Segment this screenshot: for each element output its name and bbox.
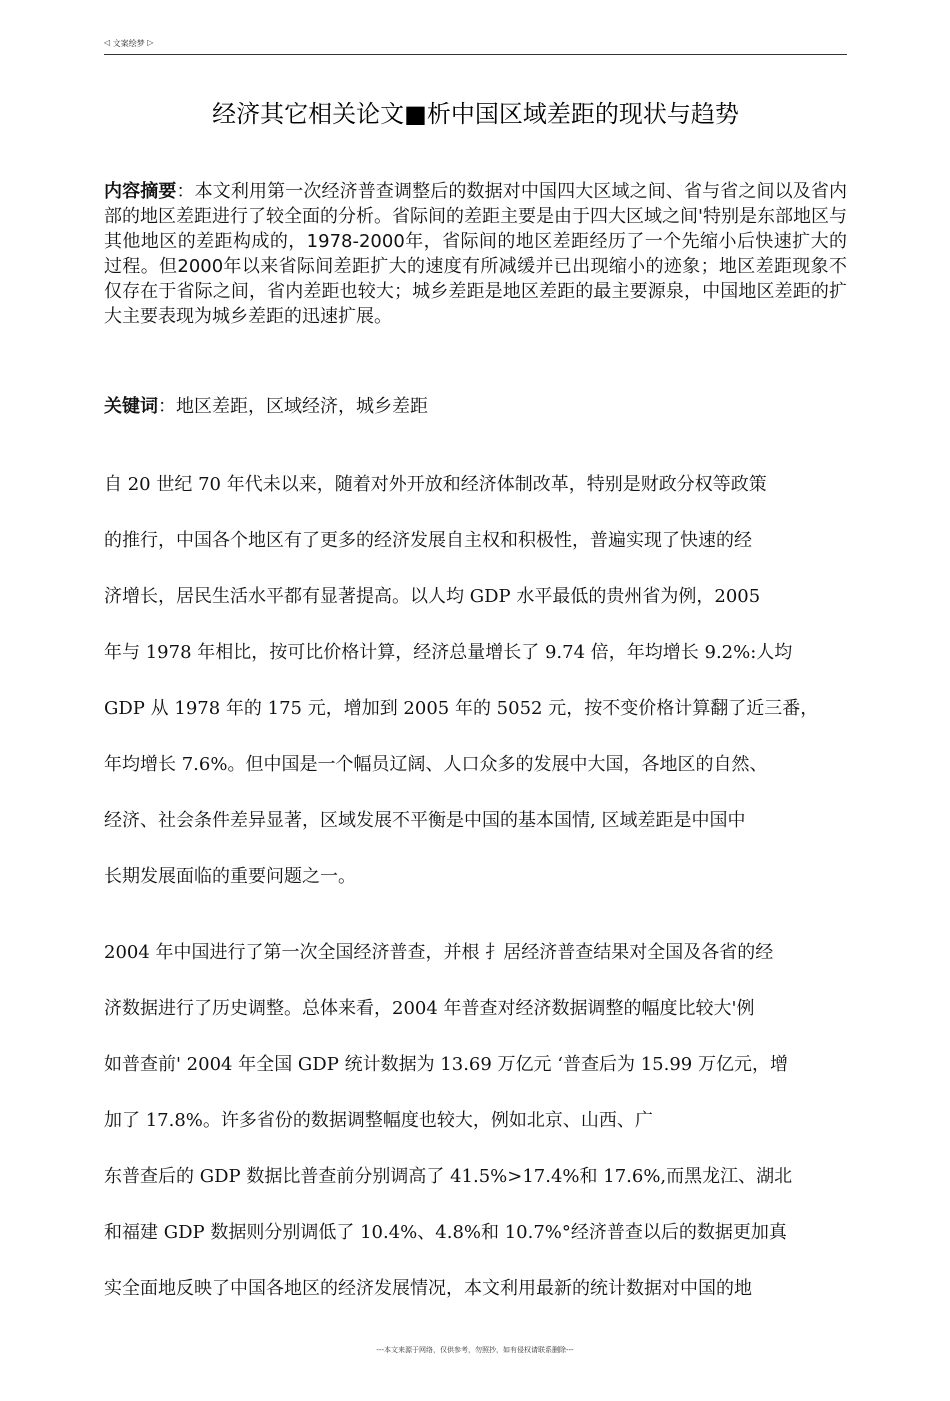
paragraph-line: 年均增长 7.6%。但中国是一个幅员辽阔、人口众多的发展中大国，各地区的自然、 — [104, 754, 768, 775]
paragraph-line: 如普查前' 2004 年全国 GDP 统计数据为 13.69 万亿元 ‘普查后为 15.99 万亿元，增 — [104, 1054, 788, 1075]
left-triangle-icon: ◁ — [104, 38, 111, 47]
paragraph-line: 实全面地反映了中国各地区的经济发展情况，本文利用最新的统计数据对中国的地 — [104, 1278, 752, 1299]
paragraph-line: 济增长，居民生活水平都有显著提高。以人均 GDP 水平最低的贵州省为例，2005 — [104, 586, 761, 607]
abstract-text: 本文利用第一次经济普查调整后的数据对中国四大区域之间、省与省之间以及省内部的地区差距进行了较全面的分析。省际间的差距主要是由于四大区域之间'特别是东部地区与其他地区的差距构成的，1978-2000年，省际间的地区差距经历了一个先缩小后快速扩大的过程。但2000年以来省际间差距扩大的速度有所减缓并已出现缩小的迹象；地区差距现象不仅存在于省际之间，省内差距也较大；城乡差距是地区差距的最主要源泉，中国地区差距的扩大主要表现为城乡差距的迅速扩展。 — [104, 181, 847, 327]
paragraph-line: 2004 年中国进行了第一次全国经济普查，并根 扌居经济普查结果对全国及各省的经 — [104, 942, 774, 963]
keywords — [104, 393, 847, 421]
page-header — [104, 38, 847, 55]
abstract-label: 内容摘要 — [104, 181, 177, 202]
paragraph-line: 年与 1978 年相比，按可比价格计算，经济总量增长了 9.74 倍，年均增长 9.2%:人均 — [104, 642, 793, 663]
paragraph-line: 的推行，中国各个地区有了更多的经济发展自主权和积极性，普遍实现了快速的经 — [104, 530, 752, 551]
paragraph-line: 和福建 GDP 数据则分别调低了 10.4%、4.8%和 10.7%°经济普查以后的数据更加真 — [104, 1222, 787, 1243]
header-text: 文案绘梦 — [112, 39, 145, 48]
paragraph-line: 自 20 世纪 70 年代未以来，随着对外开放和经济体制改革，特别是财政分权等政策 — [104, 474, 767, 495]
paragraph-line: 济数据进行了历史调整。总体来看，2004 年普查对经济数据调整的幅度比较大'例 — [104, 998, 755, 1019]
paragraph-line: 加了 17.8%。许多省份的数据调整幅度也较大，例如北京、山西、广 — [104, 1110, 653, 1131]
keywords-label: 关键词 — [104, 396, 158, 417]
paragraph-line: GDP 从 1978 年的 175 元，增加到 2005 年的 5052 元，按不变价格计算翻了近三番， — [104, 698, 819, 719]
keywords-separator: ： — [158, 396, 176, 417]
keywords-text: 地区差距，区域经济，城乡差距 — [176, 396, 428, 417]
paragraph-line: 长期发展面临的重要问题之一。 — [104, 866, 356, 887]
abstract — [104, 179, 847, 329]
abstract-separator: ： — [176, 181, 195, 202]
page-footer: ---本文来源于网络，仅供参考，勿照抄，如有侵权请联系删除--- — [376, 1346, 574, 1354]
right-triangle-icon: ▷ — [147, 38, 154, 47]
document-title: 经济其它相关论文■析中国区域差距的现状与趋势 — [212, 100, 739, 128]
paragraph-line: 经济、社会条件差异显著，区域发展不平衡是中国的基本国情, 区域差距是中国中 — [104, 810, 746, 831]
paragraph-line: 东普查后的 GDP 数据比普查前分别调高了 41.5%>17.4%和 17.6%,而黑龙江、湖北 — [104, 1166, 793, 1187]
